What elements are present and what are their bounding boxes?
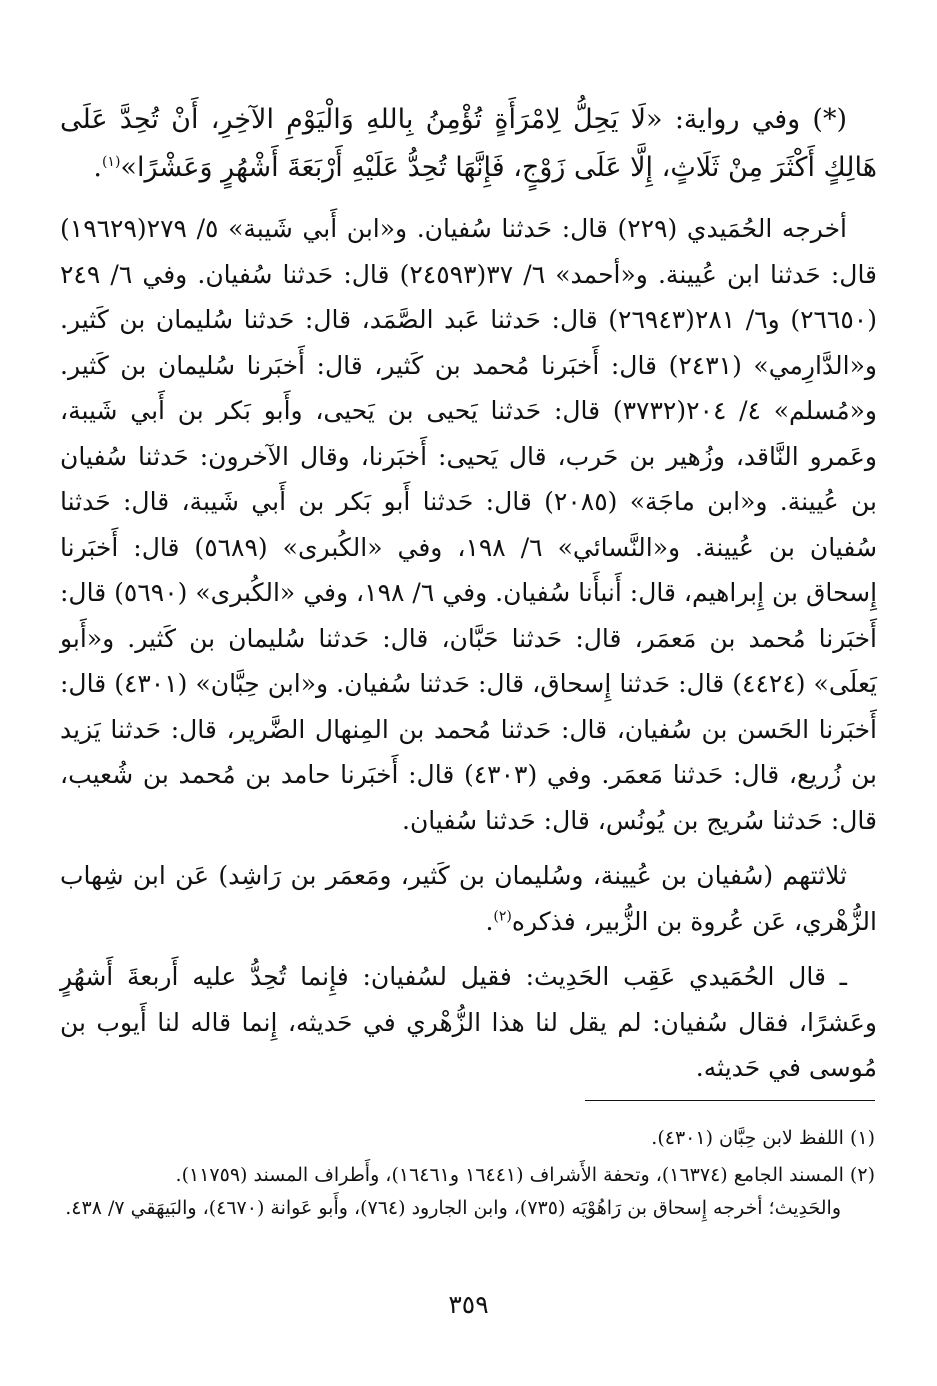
- page-number: ٣٥٩: [448, 1290, 489, 1319]
- thalathatuhum-text: ثلاثتهم (سُفيان بن عُيينة، وسُليمان بن كَثير، ومَعمَر بن رَاشِد) عَن ابن شِهاب الزُّهْري، عَن عُروة بن الزُّبير، فذكره: [60, 861, 877, 936]
- hadith-paragraph: [60, 96, 877, 192]
- footnote-ref-1[interactable]: (١): [101, 154, 121, 170]
- footnote-2-continuation: والحَدِيث؛ أخرجه إِسحاق بن رَاهُوْيَه (٧٣٥)، وابن الجارود (٧٦٤)، وأَبو عَوانة (٤٦٧٠)، والبَيهَقي ٧/ ٤٣٨.: [65, 1197, 841, 1219]
- main-text: [60, 96, 877, 1101]
- thalathatuhum-end: .: [485, 906, 494, 936]
- thalathatuhum-paragraph: [60, 853, 877, 944]
- footnote-ref-2[interactable]: (٢): [493, 908, 512, 925]
- footnote-1: (١) اللفظ لابن حِبَّان (٤٣٠١).: [651, 1127, 875, 1149]
- hadith-text: (*) وفي رواية: «لَا يَحِلُّ لِامْرَأَةٍ تُؤْمِنُ بِاللهِ وَالْيَوْمِ الآخِرِ، أَنْ تُحِدَّ عَلَى هَالِكٍ أَكْثَرَ مِنْ ثَلَاثٍ، إِلَّا عَلَى زَوْجٍ، فَإِنَّهَا تُحِدُّ عَلَيْهِ أَرْبَعَةَ أَشْهُرٍ وَعَشْرًا»: [60, 104, 877, 183]
- takhrij-paragraph: أخرجه الحُمَيدي (٢٢٩) قال: حَدثنا سُفيان. و«ابن أَبي شَيبة» ٥/ ٢٧٩(١٩٦٢٩) قال: حَدثنا ابن عُيينة. و«أحمد» ٦/ ٣٧(٢٤٥٩٣) قال: حَدثنا سُفيان. وفي ٦/ ٢٤٩ (٢٦٦٥٠) و٦/ ٢٨١(٢٦٩٤٣) قال: حَدثنا عَبد الصَّمَد، قال: حَدثنا سُليمان بن كَثير. و«الدَّارِمي» (٢٤٣١) قال: أَخبَرنا مُحمد بن كَثير، قال: أَخبَرنا سُليمان بن كَثير. و«مُسلم» ٤/ ٢٠٤(٣٧٣٢) قال: حَدثنا يَحيى بن يَحيى، وأَبو بَكر بن أَبي شَيبة، وعَمرو النَّاقد، وزُهير بن حَرب، قال يَحيى: أَخبَرنا، وقال الآخرون: حَدثنا سُفيان بن عُيينة. و«ابن ماجَة» (٢٠٨٥) قال: حَدثنا أَبو بَكر بن أَبي شَيبة، قال: حَدثنا سُفيان بن عُيينة. و«النَّسائي» ٦/ ١٩٨، وفي «الكُبرى» (٥٦٨٩) قال: أَخبَرنا إِسحاق بن إِبراهيم، قال: أَنبأَنا سُفيان. وفي ٦/ ١٩٨، وفي «الكُبرى» (٥٦٩٠) قال: أَخبَرنا مُحمد بن مَعمَر، قال: حَدثنا حَبَّان، قال: حَدثنا سُليمان بن كَثير. و«أَبو يَعلَى» (٤٤٢٤) قال: حَدثنا إِسحاق، قال: حَدثنا سُفيان. و«ابن حِبَّان» (٤٣٠١) قال: أَخبَرنا الحَسن بن سُفيان، قال: حَدثنا مُحمد بن المِنهال الضَّرير، قال: حَدثنا يَزيد بن زُريع، قال: حَدثنا مَعمَر. وفي (٤٣٠٣) قال: أَخبَرنا حامد بن مُحمد بن شُعيب، قال: حَدثنا سُريج بن يُونُس، قال: حَدثنا سُفيان.: [60, 214, 878, 835]
- footnotes: [62, 1122, 875, 1229]
- humaidi-note-paragraph: ـ قال الحُمَيدي عَقِب الحَدِيث: فقيل لسُفيان: فإِنما تُحِدُّ عليه أَربعةَ أَشهُرٍ وعَشرًا، فقال سُفيان: لم يقل لنا هذا الزُّهْري في حَديثه، إِنما قاله لنا أَيوب بن مُوسى في حَديثه.: [60, 962, 877, 1082]
- hadith-end: .: [93, 152, 102, 183]
- footnote-separator: [585, 1100, 875, 1101]
- footnote-2: (٢) المسند الجامع (١٦٣٧٤)، وتحفة الأَشراف (١٦٤٤١ و١٦٤٦١)، وأَطراف المسند (١١٧٥٩).: [175, 1164, 875, 1186]
